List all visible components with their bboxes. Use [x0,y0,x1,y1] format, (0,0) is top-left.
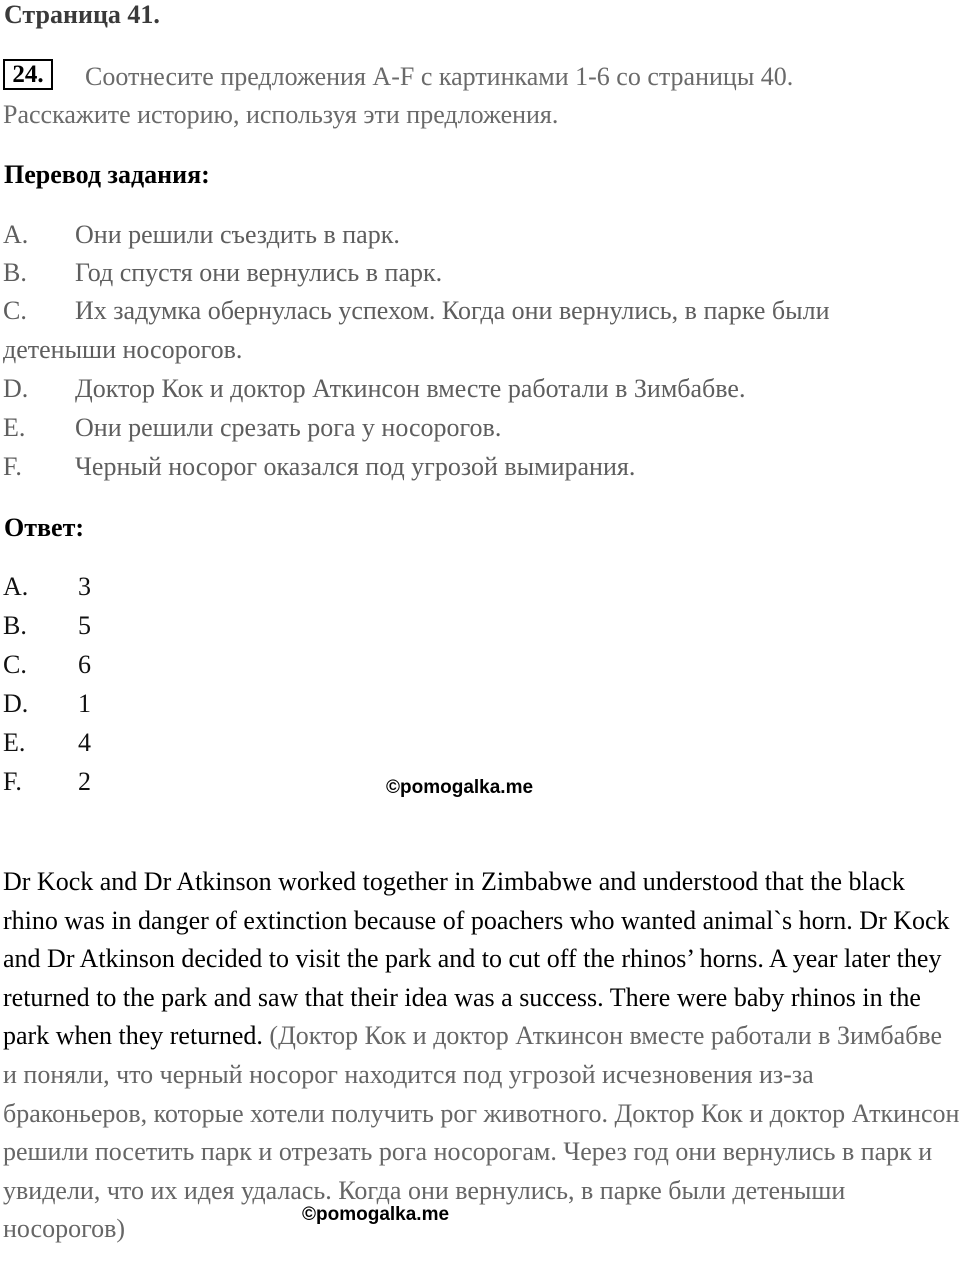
answer-letter: E. [3,728,26,757]
story-english: Dr Kock and Dr Atkinson worked together in Zimbabwe and understood that the black rhino was in danger of extinction because of poachers who wanted animal`s horn. Dr Kock and Dr Atkinson decided to visit the park and to cut off the rhinos’ horns. A year later they returned to the park and saw that their idea was a success. There were baby rhinos in the park when they returned. [3,867,950,1051]
translation-item-a [3,219,953,251]
answer-value: 6 [78,650,91,679]
watermark: ©pomogalka.me [302,1204,450,1225]
item-letter: C. [3,296,27,325]
answer-value: 5 [78,611,91,640]
answer-letter: D. [3,689,29,718]
answer-value: 1 [78,689,91,718]
answer-item-b [3,610,203,642]
task-number-box: 24. [3,59,53,90]
answer-letter: B. [3,611,27,640]
translation-item-c [3,295,953,327]
item-text: Год спустя они вернулись в парк. [75,258,443,287]
answer-item-a [3,571,203,603]
item-letter: A. [3,220,29,249]
answer-value: 2 [78,767,91,796]
item-text: Черный носорог оказался под угрозой вымирания. [75,452,636,481]
translation-heading: Перевод задания: [4,160,210,189]
answer-value: 4 [78,728,91,757]
task-instruction-line1: Соотнесите предложения A-F с картинками 1-6 со страницы 40. [85,62,794,91]
answer-item-d [3,688,203,720]
item-text: Их задумка обернулась успехом. Когда они вернулись, в парке были [75,296,830,325]
watermark: ©pomogalka.me [386,777,534,798]
item-text: Доктор Кок и доктор Аткинсон вместе работали в Зимбабве. [75,374,746,403]
task-instruction-line2: Расскажите историю, используя эти предложения. [3,100,559,129]
translation-item-e [3,412,953,444]
item-letter: E. [3,413,26,442]
answer-heading: Ответ: [4,513,85,542]
translation-item-b [3,257,953,289]
answer-item-c [3,649,203,681]
item-letter: F. [3,452,22,481]
item-text: Они решили срезать рога у носорогов. [75,413,502,442]
page-title: Страница 41. [4,0,160,29]
answer-value: 3 [78,572,91,601]
item-letter: B. [3,258,27,287]
story-paragraph [3,863,960,1249]
story-russian: (Доктор Кок и доктор Аткинсон вместе работали в Зимбабве и поняли, что черный носорог находится под угрозой исчезновения из-за браконьеров, которые хотели получить рог животного. Доктор Кок и доктор Аткинсон решили посетить парк и отрезать рога носорогам. Через год они вернулись в парк и увидели, что их идея удалась. Когда они вернулись, в парке были детеныши носорогов) [3,1021,960,1244]
translation-item-d [3,373,953,405]
translation-item-f [3,451,953,483]
answer-letter: F. [3,767,22,796]
answer-letter: A. [3,572,29,601]
answer-item-f [3,766,203,798]
answer-letter: C. [3,650,27,679]
item-text: Они решили съездить в парк. [75,220,400,249]
item-letter: D. [3,374,29,403]
answer-item-e [3,727,203,759]
translation-item-c-continuation: детеныши носорогов. [3,335,243,364]
